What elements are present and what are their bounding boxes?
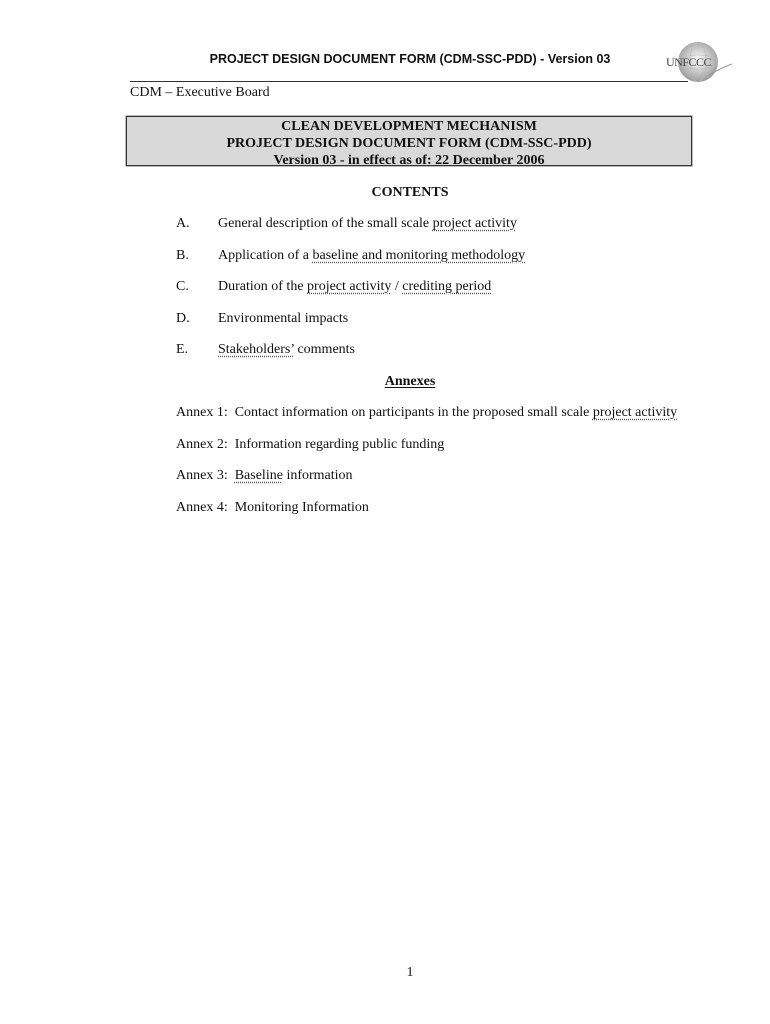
section-link-text: project activity (432, 216, 517, 231)
title-box (126, 116, 692, 166)
annex-label: Annex 2: (176, 437, 228, 452)
annex-label: Annex 1: (176, 405, 228, 420)
section-letter: E. (176, 342, 189, 357)
annex-label: Annex 4: (176, 500, 228, 515)
contents-heading: CONTENTS (371, 185, 449, 200)
title-line-2: PROJECT DESIGN DOCUMENT FORM (CDM-SSC-PDD) (226, 136, 592, 151)
annex-item-4: Annex 4: Monitoring Information (176, 500, 369, 515)
annexes-heading: Annexes (384, 374, 436, 389)
section-letter: C. (176, 279, 189, 294)
annex-label: Annex 3: (176, 468, 228, 483)
annex-item-1: Annex 1: Contact information on participants in the proposed small scale project activity (176, 405, 678, 420)
section-item-b: B. Application of a baseline and monitoring methodology (176, 248, 526, 263)
title-line-1: CLEAN DEVELOPMENT MECHANISM (281, 119, 537, 134)
annex-item-3: Annex 3: Baseline information (176, 468, 353, 483)
section-link-text: Stakeholders’ (218, 342, 294, 357)
section-letter: D. (176, 311, 190, 326)
annex-item-2: Annex 2: Information regarding public funding (176, 437, 445, 452)
section-letter: A. (176, 216, 190, 231)
svg-text:UNFCCC: UNFCCC (666, 55, 712, 69)
annex-link-text: project activity (592, 405, 678, 420)
header-title: PROJECT DESIGN DOCUMENT FORM (CDM-SSC-PDD) - Version 03 (209, 52, 611, 66)
page-number: 1 (406, 965, 414, 980)
section-link-text: project activity (307, 279, 392, 294)
section-item-c: C. Duration of the project activity / crediting period (176, 279, 492, 294)
annex-link-text: Baseline (234, 468, 283, 483)
section-item-e: E. Stakeholders’ comments (176, 342, 355, 357)
section-item-a: A. General description of the small scale project activity (176, 216, 517, 231)
section-link-text: baseline and monitoring methodology (312, 248, 526, 263)
header-divider (130, 81, 688, 82)
title-line-3: Version 03 - in effect as of: 22 December 2006 (273, 153, 545, 168)
section-link-text: crediting period (402, 279, 492, 294)
section-item-d: D. Environmental impacts (176, 311, 349, 326)
section-letter: B. (176, 248, 189, 263)
board-label: CDM – Executive Board (130, 85, 270, 100)
